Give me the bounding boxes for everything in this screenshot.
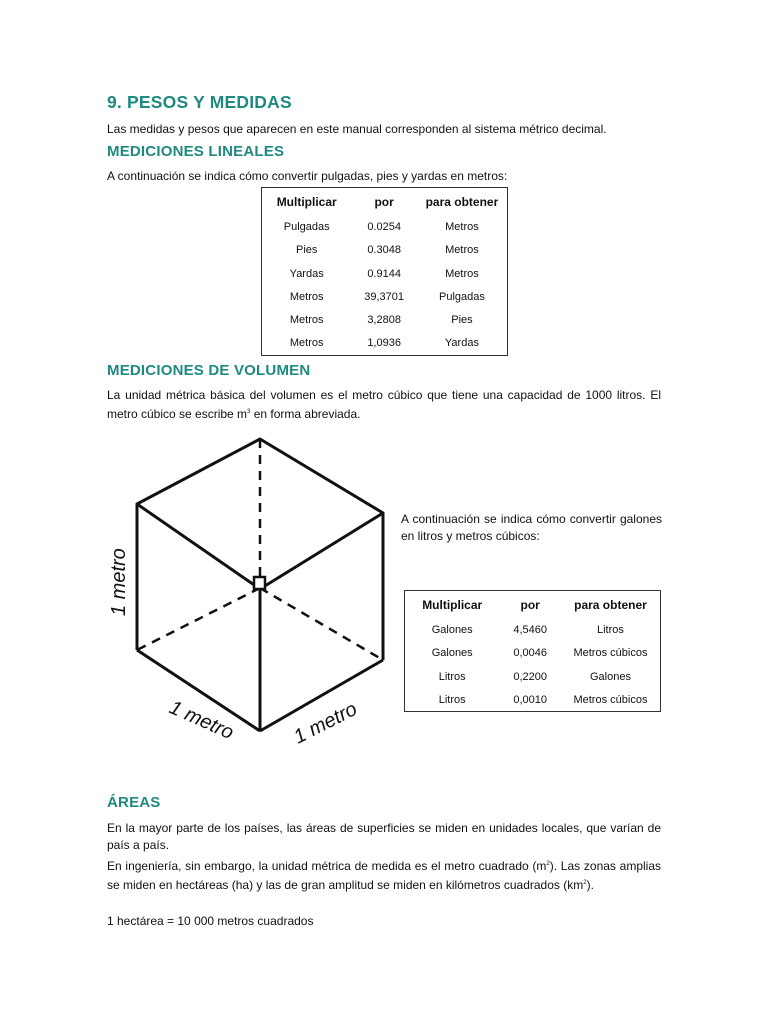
table-cell: Litros <box>438 693 466 706</box>
header-por: por <box>520 597 540 612</box>
table-row <box>262 285 508 308</box>
superscript: 2 <box>583 880 587 886</box>
table-cell: 1,0936 <box>367 337 401 350</box>
volume-text-part: La unidad métrica básica del volumen es el metro cúbico que tiene una capacidad de 1000 litros. El metro cúbico se escribe m <box>107 388 661 421</box>
linear-conversion-table <box>261 187 508 356</box>
table-cell: Metros <box>289 314 324 327</box>
table-cell: 0.3048 <box>367 244 401 257</box>
volume-heading: MEDICIONES DE VOLUMEN <box>107 362 311 379</box>
table-cell: 3,2808 <box>367 314 401 327</box>
cube-corner-marker <box>254 577 265 589</box>
table-cell: Pulgadas <box>439 291 485 304</box>
areas-paragraph-3: 1 hectárea = 10 000 metros cuadrados <box>107 914 314 928</box>
cube-label-bottom-left: 1 metro <box>165 696 237 745</box>
table-cell: Yardas <box>444 337 479 350</box>
table-row <box>262 332 508 355</box>
header-para-obtener: para obtener <box>574 597 647 612</box>
volume-text <box>107 387 661 423</box>
areas-paragraph-1: En la mayor parte de los países, las áreas de superficies se miden en unidades locales, que varían de país a país. <box>107 821 661 852</box>
table-cell: Metros <box>445 221 479 234</box>
table-cell: Pies <box>451 314 473 327</box>
table-cell: 39,3701 <box>364 291 405 304</box>
table-cell: 0,0010 <box>513 693 547 706</box>
table-header-row <box>405 591 661 619</box>
table-cell: Metros cúbicos <box>573 693 648 706</box>
table-row <box>262 216 508 239</box>
table-cell: Metros <box>289 337 324 350</box>
areas-text-part: ). <box>586 878 594 892</box>
header-por: por <box>374 194 394 209</box>
superscript: 2 <box>546 861 550 867</box>
table-row <box>405 688 661 711</box>
superscript: 3 <box>247 409 251 415</box>
header-multiplicar: Multiplicar <box>422 597 483 612</box>
table-cell: Pulgadas <box>283 221 330 234</box>
intro-paragraph: Las medidas y pesos que aparecen en este manual corresponden al sistema métrico decimal. <box>107 122 607 136</box>
cube-label-bottom-right: 1 metro <box>290 698 361 749</box>
table-cell: Litros <box>597 624 624 637</box>
table-cell: 4,5460 <box>513 624 547 637</box>
areas-paragraph-2 <box>107 856 661 894</box>
table-row <box>262 262 508 285</box>
header-multiplicar: Multiplicar <box>276 194 337 209</box>
table-cell: Metros cúbicos <box>573 647 648 660</box>
table-row <box>405 619 661 642</box>
linear-text: A continuación se indica cómo convertir pulgadas, pies y yardas en metros: <box>107 169 508 183</box>
table-cell: Galones <box>431 647 473 660</box>
linear-heading: MEDICIONES LINEALES <box>107 143 285 160</box>
table-cell: Metros <box>445 267 479 280</box>
table-cell: Pies <box>296 244 318 257</box>
table-cell: 0,2200 <box>513 670 547 683</box>
areas-text-part: En ingeniería, sin embargo, la unidad métrica de medida es el metro cuadrado (m <box>107 859 547 873</box>
header-para-obtener: para obtener <box>425 194 499 209</box>
table-row <box>262 309 508 332</box>
cube-label-left: 1 metro <box>108 548 130 616</box>
areas-heading: ÁREAS <box>107 794 161 811</box>
cube-hidden-edge <box>260 588 383 660</box>
table-header-row <box>262 188 508 216</box>
table-cell: Litros <box>438 670 466 683</box>
table-row <box>405 665 661 688</box>
table-cell: Galones <box>431 624 473 637</box>
table-cell: Galones <box>589 670 631 683</box>
volume-conversion-table <box>404 590 661 712</box>
table-cell: 0,0046 <box>513 647 547 660</box>
table-row <box>405 642 661 665</box>
table-cell: 0.9144 <box>367 267 401 280</box>
table-cell: Metros <box>289 291 324 304</box>
volume-text-part: en forma abreviada. <box>250 407 361 421</box>
table-cell: 0.0254 <box>367 221 401 234</box>
table-row <box>262 239 508 262</box>
page-title: 9. PESOS Y MEDIDAS <box>107 92 292 112</box>
table-cell: Metros <box>445 244 479 257</box>
cube-diagram <box>95 420 400 750</box>
cube-hidden-edge <box>137 588 260 650</box>
areas-text-part: ). Las zonas amplias se miden en hectáreas (ha) y las de gran amplitud se miden en kilómetros cuadrados (km <box>107 859 661 892</box>
table-cell: Yardas <box>289 267 324 280</box>
volume-side-text: A continuación se indica cómo convertir galones en litros y metros cúbicos: <box>401 512 662 543</box>
